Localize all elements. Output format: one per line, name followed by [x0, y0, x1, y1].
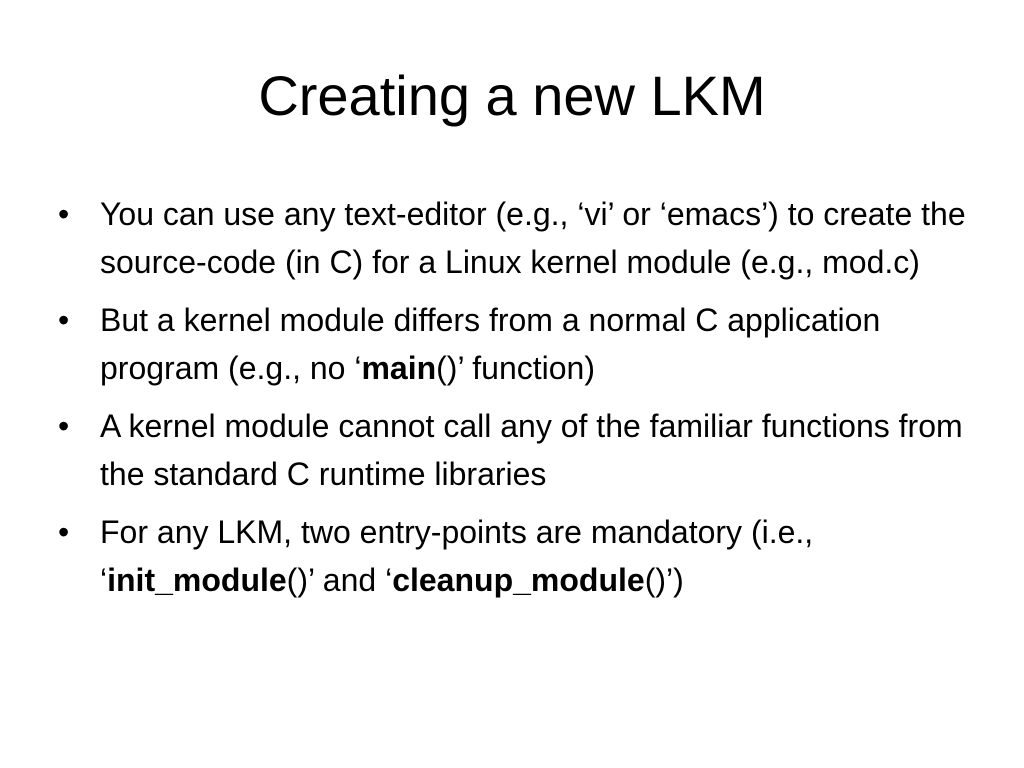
bullet-marker: • — [58, 514, 70, 550]
bullet-item-text-editor — [58, 190, 978, 286]
bullet-text: You can use any text-editor (e.g., ‘vi’ or ‘emacs’) to create the source-code (in C) for a Linux kernel module (e.g., mod.c) — [100, 196, 966, 280]
bullet-item-runtime-libraries — [58, 402, 978, 498]
bullet-text-tail: ()’) — [644, 562, 684, 598]
bullet-text-middle: ()’ and ‘ — [286, 562, 393, 598]
init-module-name: init_module — [107, 562, 287, 598]
slide-title: Creating a new LKM — [258, 64, 766, 127]
bullet-marker: • — [58, 408, 70, 444]
cleanup-module-name: cleanup_module — [392, 562, 645, 598]
bullet-text: But a kernel module differs from a normal C application program (e.g., no ‘ — [100, 302, 881, 386]
main-function-name: main — [361, 350, 437, 386]
bullet-text-tail: ()’ function) — [436, 350, 595, 386]
bullet-item-differs — [58, 296, 978, 392]
bullet-text: For any LKM, two entry-points are mandatory (i.e., ‘ — [100, 514, 814, 598]
bullet-text: A kernel module cannot call any of the familiar functions from the standard C runtime libraries — [100, 408, 963, 492]
bullet-marker: • — [58, 302, 70, 338]
bullet-list — [58, 190, 978, 614]
bullet-marker: • — [58, 196, 70, 232]
bullet-item-entry-points — [58, 508, 978, 604]
